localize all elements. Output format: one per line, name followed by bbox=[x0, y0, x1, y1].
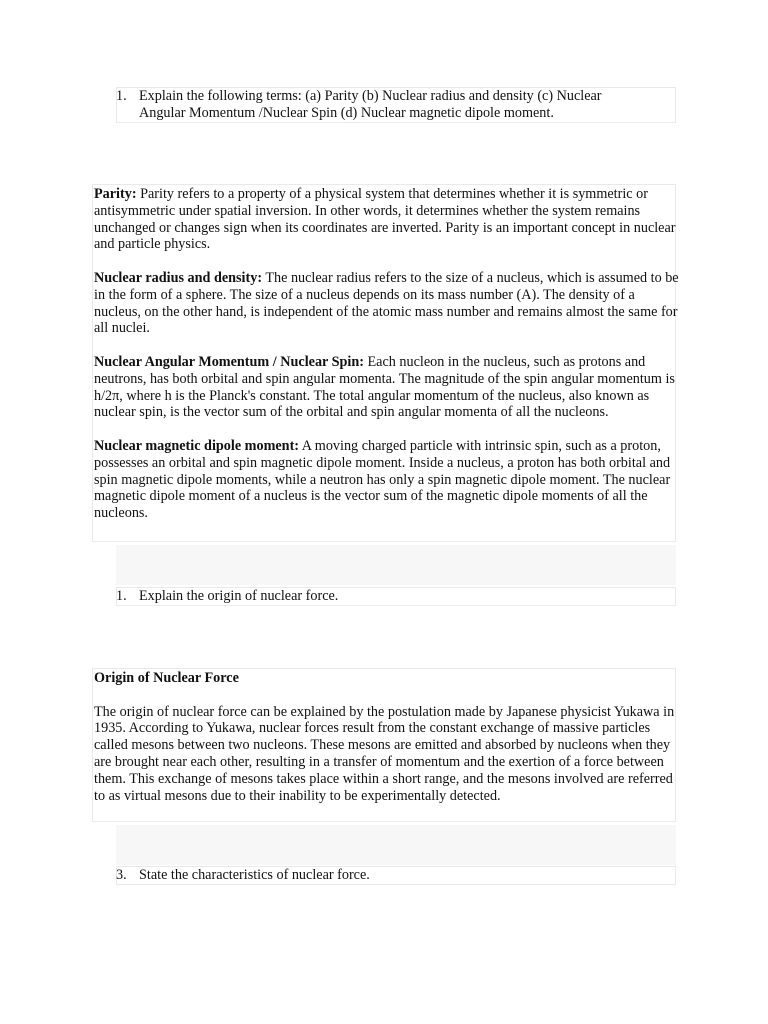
parity-term: Parity: bbox=[94, 186, 137, 202]
radius-text: The nuclear radius refers to the size of a nucleus, which is assumed to be in the form of a sphere. The size of a nucleus depends on its mass number (A). The density of a nucleus, on the other hand, is independent of the atomic mass number and remains almost the same for all nuclei. bbox=[94, 269, 679, 337]
spacer-1 bbox=[116, 545, 676, 585]
radius-paragraph bbox=[94, 270, 684, 337]
question-1-line-2: Angular Momentum /Nuclear Spin (d) Nuclear magnetic dipole moment. bbox=[139, 104, 554, 121]
parity-text: Parity refers to a property of a physical system that determines whether it is symmetric or antisymmetric under spatial inversion. In other words, it determines whether the system remains unchanged or changes sign when its coordinates are inverted. Parity is an important concept in nuclear and particle physics. bbox=[94, 186, 676, 253]
dipole-term: Nuclear magnetic dipole moment: bbox=[94, 437, 300, 454]
question-2-text: Explain the origin of nuclear force. bbox=[139, 588, 339, 604]
question-3-text: State the characteristics of nuclear force. bbox=[139, 867, 370, 883]
spin-term: Nuclear Angular Momentum / Nuclear Spin: bbox=[94, 353, 364, 370]
dipole-text: A moving charged particle with intrinsic spin, such as a proton, possesses an orbital and spin magnetic dipole moment. Inside a nucleus, a proton has both orbital and spin magnetic dipole moments, while a neutron has only a spin magnetic dipole moment. The nuclear magnetic dipole moment of a nucleus is the vector sum of the magnetic dipole moments of all the nucleons. bbox=[94, 437, 671, 522]
question-1 bbox=[116, 88, 602, 122]
question-3-number: 3. bbox=[116, 867, 127, 883]
spin-paragraph bbox=[94, 354, 684, 421]
answer-2 bbox=[94, 670, 684, 804]
spin-text: Each nucleon in the nucleus, such as protons and neutrons, has both orbital and spin angular momenta. The magnitude of the spin angular momentum is h/2π, where h is the Planck's constant. The total angular momentum of the nucleus, also known as nuclear spin, is the vector sum of the orbital and spin angular momenta of all the nucleons. bbox=[94, 353, 675, 421]
radius-term: Nuclear radius and density: bbox=[94, 269, 263, 286]
question-1-line-1: Explain the following terms: (a) Parity (b) Nuclear radius and density (c) Nuclear bbox=[139, 88, 602, 104]
dipole-paragraph bbox=[94, 438, 684, 522]
answer-2-heading: Origin of Nuclear Force bbox=[94, 670, 239, 686]
question-1-number: 1. bbox=[116, 88, 127, 104]
parity-paragraph bbox=[94, 186, 684, 253]
answer-1 bbox=[94, 186, 684, 539]
question-3 bbox=[116, 867, 370, 884]
question-2-number: 1. bbox=[116, 588, 127, 604]
question-2 bbox=[116, 588, 338, 605]
answer-2-text: The origin of nuclear force can be explained by the postulation made by Japanese physicist Yukawa in 1935. According to Yukawa, nuclear forces result from the constant exchange of massive particles called mesons between two nucleons. These mesons are emitted and absorbed by nucleons when they are brought near each other, resulting in a transfer of momentum and the exertion of a force between them. This exchange of mesons takes place within a short range, and the mesons involved are referred to as virtual mesons due to their inability to be experimentally detected. bbox=[94, 703, 675, 804]
spacer-2 bbox=[116, 825, 676, 865]
